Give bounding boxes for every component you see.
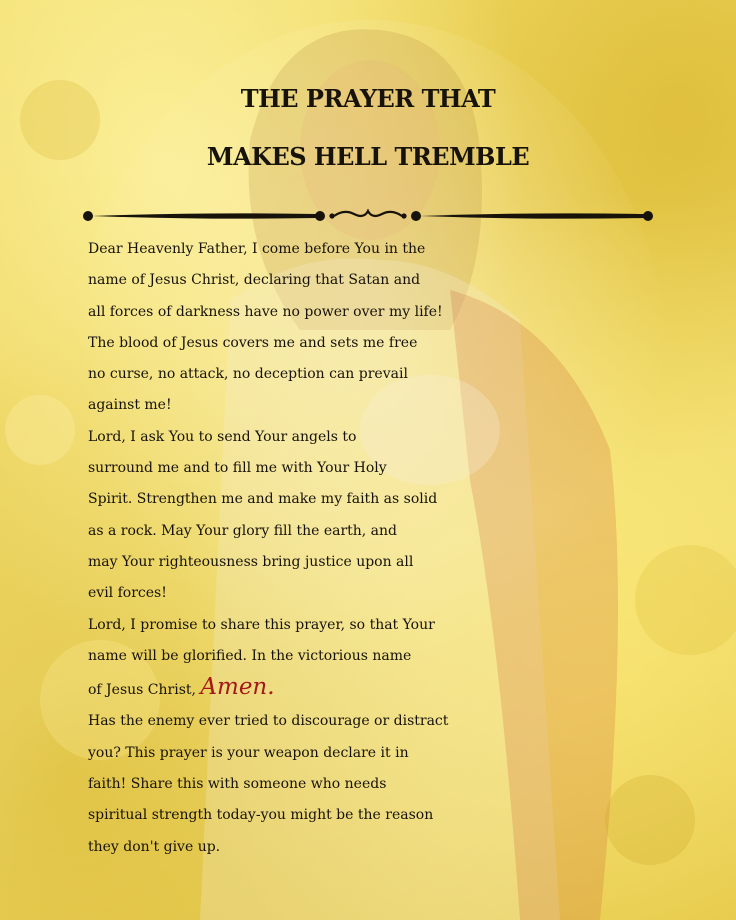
prayer-line: Spirit. Strengthen me and make my faith as solid — [88, 491, 438, 508]
prayer-line: Lord, I promise to share this prayer, so that Your — [88, 616, 435, 633]
closing-line: faith! Share this with someone who needs — [88, 776, 387, 793]
title-line-2: MAKES HELL TREMBLE — [206, 142, 530, 171]
amen-word: Amen. — [200, 674, 275, 701]
prayer-line: all forces of darkness have no power over my life! — [88, 303, 443, 320]
prayer-line: name will be glorified. In the victorious name — [88, 647, 412, 664]
prayer-line: surround me and to fill me with Your Holy — [88, 460, 387, 477]
closing-line: you? This prayer is your weapon declare it in — [88, 744, 409, 761]
prayer-line: Lord, I ask You to send Your angels to — [88, 428, 357, 445]
page-title — [0, 70, 736, 186]
prayer-line: Dear Heavenly Father, I come before You in the — [88, 241, 426, 257]
title-line-1: THE PRAYER THAT — [240, 84, 496, 113]
prayer-line: may Your righteousness bring justice upon all — [88, 553, 414, 570]
closing-line: spiritual strength today-you might be the reason — [88, 807, 434, 824]
prayer-line: no curse, no attack, no deception can prevail — [88, 366, 408, 383]
ornamental-divider — [82, 203, 654, 229]
closing-line: Has the enemy ever tried to discourage or distract — [88, 713, 449, 730]
prayer-text — [88, 234, 728, 863]
prayer-line: The blood of Jesus covers me and sets me free — [88, 334, 418, 351]
closing-line: they don't give up. — [88, 838, 221, 855]
amen-line-prefix: of Jesus Christ, — [88, 682, 201, 699]
prayer-line: name of Jesus Christ, declaring that Satan and — [88, 272, 421, 289]
amen-line — [88, 672, 728, 706]
prayer-line: against me! — [88, 397, 172, 414]
prayer-line: as a rock. May Your glory fill the earth, and — [88, 522, 398, 539]
prayer-line: evil forces! — [88, 585, 167, 602]
